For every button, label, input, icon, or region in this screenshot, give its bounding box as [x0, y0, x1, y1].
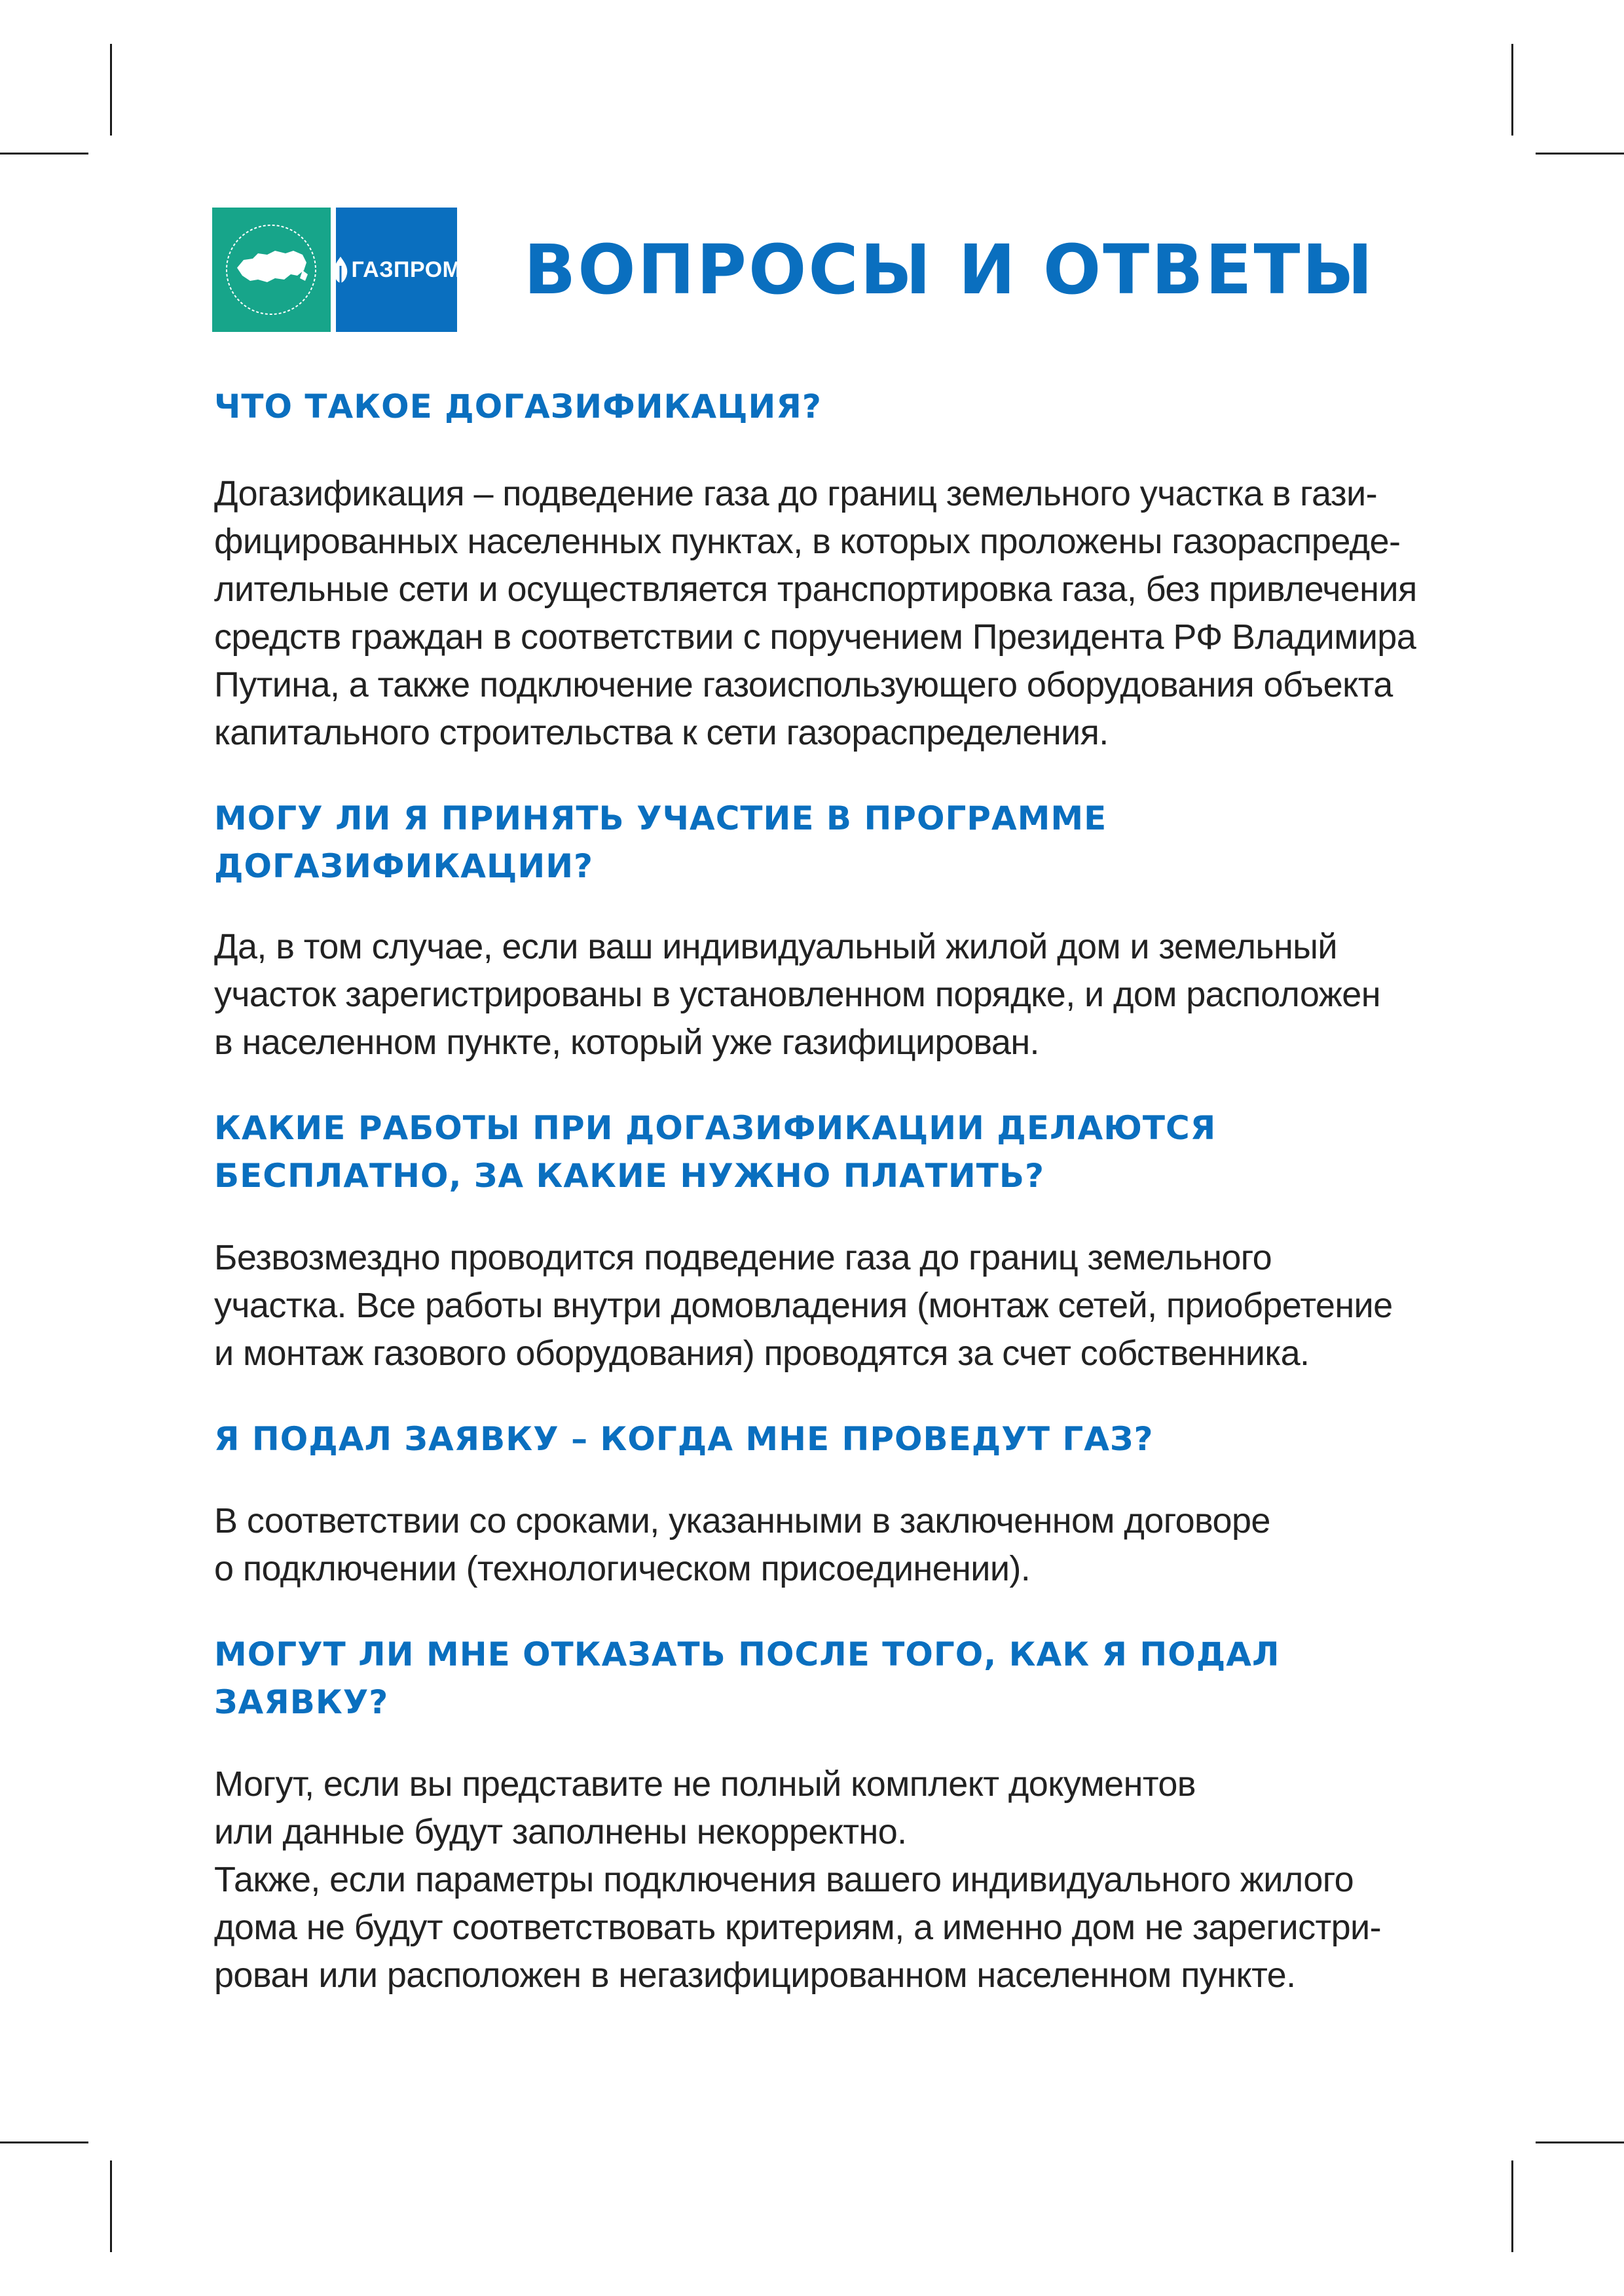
logo-group [212, 208, 462, 332]
faq-question: ЧТО ТАКОЕ ДОГАЗИФИКАЦИЯ? [214, 388, 822, 426]
faq-item [214, 383, 1471, 757]
faq-question: МОГУ ЛИ Я ПРИНЯТЬ УЧАСТИЕ В ПРОГРАММЕ ДОГАЗИФИКАЦИИ? [214, 799, 1107, 885]
faq-answer: Да, в том случае, если ваш индивидуальный жилой дом и земельный участок зарегистрированы в установленном порядке, и дом расположен в населенном пункте, который уже газифицирован. [214, 927, 1380, 1062]
gazprom-logo [336, 208, 462, 332]
crop-mark-bottom-right-horizontal [1536, 2141, 1624, 2143]
gazprom-logo-text: ГАЗПРОМ [351, 257, 462, 282]
faq-question: Я ПОДАЛ ЗАЯВКУ – КОГДА МНЕ ПРОВЕДУТ ГАЗ? [214, 1420, 1154, 1458]
faq-question: КАКИЕ РАБОТЫ ПРИ ДОГАЗИФИКАЦИИ ДЕЛАЮТСЯ БЕСПЛАТНО, ЗА КАКИЕ НУЖНО ПЛАТИТЬ? [214, 1109, 1217, 1195]
page-title: ВОПРОСЫ И ОТВЕТЫ [524, 230, 1375, 310]
faq-item [214, 1631, 1471, 1999]
faq-list [214, 383, 1471, 1999]
crop-mark-top-right-vertical [1511, 44, 1513, 136]
faq-question: МОГУТ ЛИ МНЕ ОТКАЗАТЬ ПОСЛЕ ТОГО, КАК Я ПОДАЛ ЗАЯВКУ? [214, 1635, 1280, 1721]
faq-item [214, 795, 1471, 1066]
crop-mark-top-right-horizontal [1536, 153, 1624, 155]
crop-mark-bottom-right-vertical [1511, 2160, 1513, 2252]
faq-item [214, 1104, 1471, 1377]
gazprom-wordmark [332, 257, 462, 283]
faq-answer: В соответствии со сроками, указанными в заключенном договоре о подключении (технологическом присоединении). [214, 1501, 1270, 1588]
faq-answer: Могут, если вы представите не полный комплект документов или данные будут заполнены некорректно. Также, если параметры подключения вашего индивидуального жилого дома не будут соответствовать критериям, а именно дом не зарегистри- рован или расположен в негазифицированном населенном пункте. [214, 1764, 1381, 1995]
crop-mark-top-left-vertical [110, 44, 112, 136]
crop-mark-top-left-horizontal [0, 153, 88, 155]
crop-mark-bottom-left-vertical [110, 2160, 112, 2252]
faq-item [214, 1415, 1471, 1593]
faq-answer: Догазификация – подведение газа до границ земельного участка в гази- фицированных населенных пунктах, в которых проложены газораспреде- лительные сети и осуществляется транспортировка газа, без привлечения средств граждан в соответствии с поручением Президента РФ Владимира Путина, а также подключение газоиспользующего оборудования объекта капитального строительства к сети газораспределения. [214, 474, 1417, 752]
faq-answer: Безвозмездно проводится подведение газа до границ земельного участка. Все работы внутри домовладения (монтаж сетей, приобретение и монтаж газового оборудования) проводятся за счет собственника. [214, 1238, 1393, 1373]
russia-map-icon [212, 208, 331, 332]
gazprom-flame-icon [332, 257, 349, 283]
gasification-russia-logo [212, 208, 331, 332]
crop-mark-bottom-left-horizontal [0, 2141, 88, 2143]
